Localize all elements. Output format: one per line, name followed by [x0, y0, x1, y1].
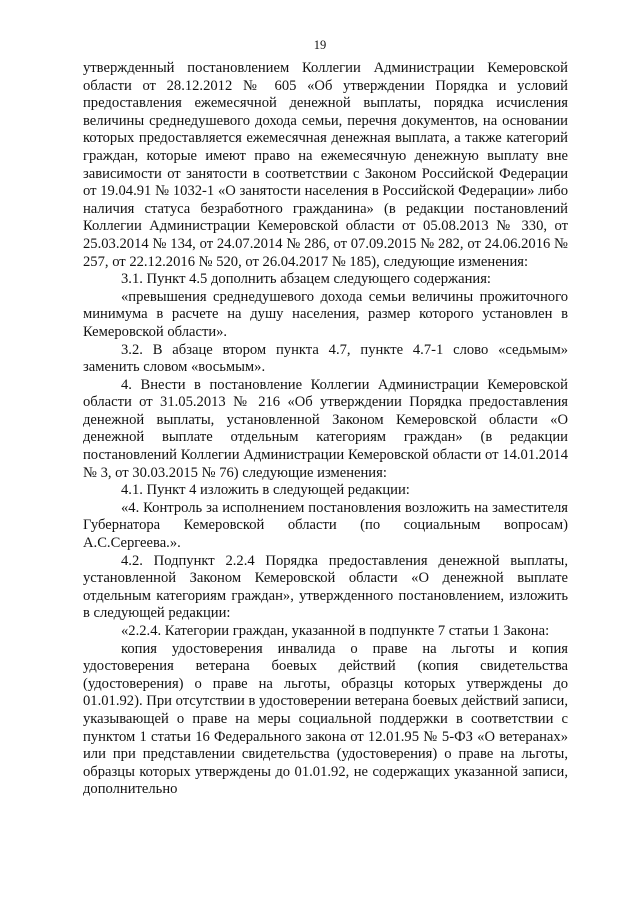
paragraph-4-1: 4.1. Пункт 4 изложить в следующей редакции: [121, 482, 410, 499]
paragraph-amendment-reference: утвержденный постановлением Коллегии Администрации Кемеровской области от 28.12.2012 № 605 «Об утверждении Порядка и условий предоставления ежемесячной денежной выплаты, порядка исчисления величины среднедушевого дохода семьи, перечня документов, на основании которых предоставляется ежемесячная денежная выплата, а также категорий граждан, которые имеют право на ежемесячную денежную выплату вне зависимости от занятости в соответствии с Законом Российской Федерации от 19.04.91 № 1032-1 «О занятости населения в Российской Федерации» либо наличия статуса безработного гражданина» (в редакции постановлений Коллегии Администрации Кемеровской области от 05.08.2013 № 330, от 25.03.2014 № 134, от 24.07.2014 № 286, от 07.09.2015 № 282, от 24.06.2016 № 257, от 22.12.2016 № 520, от 26.04.2017 № 185), следующие изменения: [83, 60, 568, 270]
document-body [83, 60, 568, 799]
paragraph-4-2: 4.2. Подпункт 2.2.4 Порядка предоставления денежной выплаты, установленной Законом Кемеровской области «О денежной выплате отдельным категориям граждан», утвержденного постановлением, изложить в следующей редакции: [83, 552, 568, 622]
paragraph-4-1-quote: «4. Контроль за исполнением постановления возложить на заместителя Губернатора Кемеровской области (по социальным вопросам) А.С.Сергеева.». [83, 499, 568, 552]
paragraph-3-1: 3.1. Пункт 4.5 дополнить абзацем следующего содержания: [121, 271, 491, 288]
paragraph-3-1-quote: «превышения среднедушевого дохода семьи величины прожиточного минимума в расчете на душу населения, размер которого установлен в Кемеровской области». [83, 288, 568, 340]
paragraph-2-2-4: «2.2.4. Категории граждан, указанной в подпункте 7 статьи 1 Закона: [121, 623, 550, 639]
paragraph-2-2-4-copies: копия удостоверения инвалида о праве на льготы и копия удостоверения ветерана боевых действий (копия свидетельства (удостоверения) о праве на льготы, образцы которых утверждены до 01.01.92). При отсутствии в удостоверении ветерана боевых действий записи, указывающей о праве на меры социальной поддержки в соответствии с пунктом 1 статьи 16 Федерального закона от 12.01.95 № 5-ФЗ «О ветеранах» или при представлении свидетельства (удостоверения) о праве на льготы, образцы которых утверждены до 01.01.92, не содержащих указанной записи, дополнительно [83, 640, 568, 798]
paragraph-3-2: 3.2. В абзаце втором пункта 4.7, пункте 4.7-1 слово «седьмым» заменить словом «восьмым». [83, 341, 568, 376]
page-number: 19 [313, 38, 327, 52]
paragraph-4: 4. Внести в постановление Коллегии Администрации Кемеровской области от 31.05.2013 № 216 «Об утверждении Порядка предоставления денежной выплаты, установленной Законом Кемеровской области «О денежной выплате отдельным категориям граждан» (в редакции постановлений Коллегии Администрации Кемеровской области от 14.01.2014 № 3, от 30.03.2015 № 76) следующие изменения: [83, 376, 568, 481]
